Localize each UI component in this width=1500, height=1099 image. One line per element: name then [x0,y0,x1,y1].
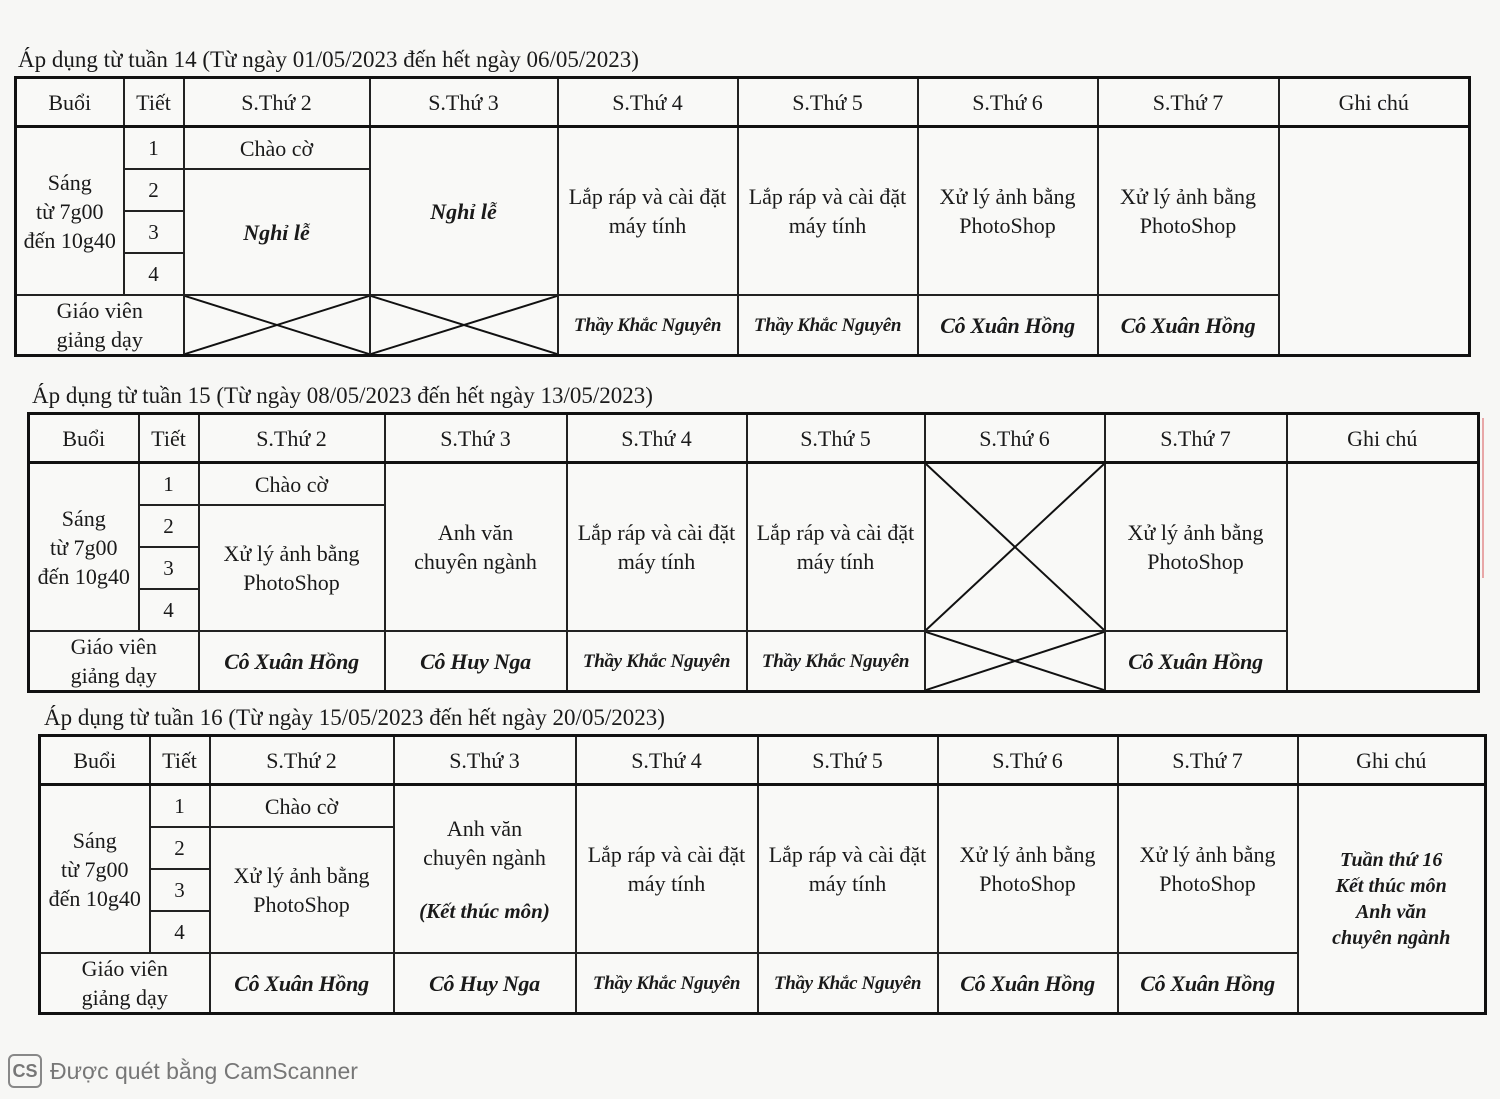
period-number: 2 [124,169,184,211]
teacher-cell: Thầy Khắc Nguyên [758,953,938,1014]
class-line: máy tính [788,213,867,238]
header-day-fri: S.Thứ 6 [918,78,1098,127]
session-cell [40,785,150,954]
session-line: đến 10g40 [23,227,116,253]
class-line: PhotoShop [1159,871,1256,896]
class-line: Lắp ráp và cài đặt [768,842,927,867]
label-line: giảng dạy [70,663,157,688]
period-number: 3 [124,211,184,253]
session-cell [16,127,124,296]
class-line: PhotoShop [253,892,350,917]
class-line: Xử lý ảnh bằng [223,541,360,566]
class-line: Lắp ráp và cài đặt [577,520,736,545]
class-cell [576,785,758,954]
empty-cross-cell [925,463,1105,632]
class-line-end: (Kết thúc môn) [419,899,550,923]
period-number: 1 [150,785,210,828]
label-line: giảng dạy [56,327,143,352]
timetable [38,734,1487,1015]
session-line: từ 7g00 [49,534,118,560]
teacher-cell: Cô Xuân Hồng [210,953,394,1014]
session-line: từ 7g00 [35,198,104,224]
week-title: Áp dụng từ tuần 15 (Từ ngày 08/05/2023 đến hết ngày 13/05/2023) [32,383,653,408]
class-line: máy tính [627,871,706,896]
class-cell [1118,785,1298,954]
header-notes: Ghi chú [1279,78,1470,127]
header-session: Buổi [29,414,139,463]
header-session: Buổi [16,78,124,127]
header-day-sat: S.Thứ 7 [1105,414,1287,463]
camscanner-logo-icon: CS [8,1054,42,1088]
class-line: chuyên ngành [423,845,546,870]
class-line: chuyên ngành [414,549,537,574]
teacher-cell: Thầy Khắc Nguyên [558,295,738,356]
teacher-cell: Cô Xuân Hồng [918,295,1098,356]
teacher-cell: Thầy Khắc Nguyên [576,953,758,1014]
class-line: PhotoShop [243,570,340,595]
header-day-tue: S.Thứ 3 [370,78,558,127]
timetable [27,412,1480,693]
class-line: Lắp ráp và cài đặt [748,184,907,209]
class-line: Anh văn [446,816,523,841]
period-number: 4 [139,589,199,631]
period-number: 1 [124,127,184,170]
header-day-mon: S.Thứ 2 [199,414,385,463]
note-line: Tuần thứ 16 [1340,849,1443,871]
class-line: PhotoShop [959,213,1056,238]
teacher-row-label [29,631,199,692]
class-line: PhotoShop [1147,549,1244,574]
teacher-cell: Cô Huy Nga [394,953,576,1014]
period-number: 4 [124,253,184,295]
session-line: đến 10g40 [37,563,130,589]
period-number: 1 [139,463,199,506]
teacher-cell: Cô Xuân Hồng [938,953,1118,1014]
header-period: Tiết [124,78,184,127]
class-cell [394,785,576,954]
period-number: 2 [150,827,210,869]
class-line: PhotoShop [1139,213,1237,238]
label-line: Giáo viên [81,956,168,981]
period-number: 3 [139,547,199,589]
header-day-wed: S.Thứ 4 [567,414,747,463]
note-line: Kết thúc môn [1335,875,1447,897]
class-cell [210,827,394,953]
label-line: Giáo viên [56,298,143,323]
class-cell [1105,463,1287,632]
header-day-wed: S.Thứ 4 [558,78,738,127]
header-period: Tiết [150,736,210,785]
teacher-cell: Cô Xuân Hồng [1098,295,1279,356]
class-cell [738,127,918,296]
class-cell [567,463,747,632]
watermark-text: Được quét bằng CamScanner [50,1057,358,1084]
period-number: 3 [150,869,210,911]
teacher-cell: Cô Xuân Hồng [199,631,385,692]
holiday-cell: Nghỉ lễ [184,169,370,295]
class-line: Lắp ráp và cài đặt [587,842,746,867]
header-day-fri: S.Thứ 6 [938,736,1118,785]
label-line: giảng dạy [81,985,168,1010]
scanner-watermark [8,1054,358,1088]
empty-cross-cell [184,295,370,356]
note-line: chuyên ngành [1332,927,1451,949]
class-cell [758,785,938,954]
period-number: 2 [139,505,199,547]
flag-ceremony-cell: Chào cờ [210,785,394,828]
class-line: PhotoShop [979,871,1076,896]
class-line: Lắp ráp và cài đặt [756,520,915,545]
teacher-cell: Cô Huy Nga [385,631,567,692]
header-day-thu: S.Thứ 5 [758,736,938,785]
empty-cross-cell [925,631,1105,692]
flag-ceremony-cell: Chào cờ [199,463,385,506]
class-line: Lắp ráp và cài đặt [568,184,727,209]
session-line: Sáng [61,505,106,531]
week-title: Áp dụng từ tuần 16 (Từ ngày 15/05/2023 đến hết ngày 20/05/2023) [44,705,665,730]
class-cell [385,463,567,632]
header-day-tue: S.Thứ 3 [394,736,576,785]
session-line: đến 10g40 [48,885,141,911]
class-line: máy tính [796,549,875,574]
label-line: Giáo viên [70,634,157,659]
header-day-thu: S.Thứ 5 [738,78,918,127]
session-line: Sáng [47,169,92,195]
teacher-cell: Thầy Khắc Nguyên [567,631,747,692]
week-title: Áp dụng từ tuần 14 (Từ ngày 01/05/2023 đến hết ngày 06/05/2023) [18,47,639,72]
class-cell [558,127,738,296]
class-line: Xử lý ảnh bằng [1139,842,1276,867]
class-cell [1098,127,1279,296]
teacher-row-label [40,953,210,1014]
header-row [16,78,1470,127]
note-line: Anh văn [1355,901,1427,923]
header-day-mon: S.Thứ 2 [210,736,394,785]
teacher-cell: Cô Xuân Hồng [1118,953,1298,1014]
header-day-mon: S.Thứ 2 [184,78,370,127]
teacher-cell: Thầy Khắc Nguyên [738,295,918,356]
period-number: 4 [150,911,210,953]
class-line: máy tính [808,871,887,896]
class-line: Xử lý ảnh bằng [233,863,370,888]
header-day-sat: S.Thứ 7 [1118,736,1298,785]
class-line: máy tính [608,213,687,238]
notes-cell [1287,463,1479,692]
class-cell [938,785,1118,954]
empty-cross-cell [370,295,558,356]
flag-ceremony-cell: Chào cờ [184,127,370,170]
class-line: Xử lý ảnh bằng [1127,520,1264,545]
header-day-tue: S.Thứ 3 [385,414,567,463]
class-cell [918,127,1098,296]
header-period: Tiết [139,414,199,463]
header-day-fri: S.Thứ 6 [925,414,1105,463]
session-cell [29,463,139,632]
header-notes: Ghi chú [1287,414,1479,463]
notes-cell [1298,785,1486,1014]
class-cell [199,505,385,631]
header-notes: Ghi chú [1298,736,1486,785]
class-cell [747,463,925,632]
teacher-cell: Cô Xuân Hồng [1105,631,1287,692]
scan-edge-marks [1482,418,1500,578]
class-line: Xử lý ảnh bằng [959,842,1096,867]
class-line: máy tính [617,549,696,574]
header-day-wed: S.Thứ 4 [576,736,758,785]
session-line: từ 7g00 [60,856,129,882]
header-session: Buổi [40,736,150,785]
session-line: Sáng [72,827,117,853]
header-day-sat: S.Thứ 7 [1098,78,1279,127]
teacher-cell: Thầy Khắc Nguyên [747,631,925,692]
timetable [14,76,1471,357]
class-line: Xử lý ảnh bằng [1120,184,1256,209]
teacher-row-label [16,295,184,356]
class-line: Xử lý ảnh bằng [939,184,1076,209]
notes-cell [1279,127,1470,356]
holiday-cell: Nghỉ lễ [370,127,558,296]
header-day-thu: S.Thứ 5 [747,414,925,463]
class-line: Anh văn [437,520,514,545]
